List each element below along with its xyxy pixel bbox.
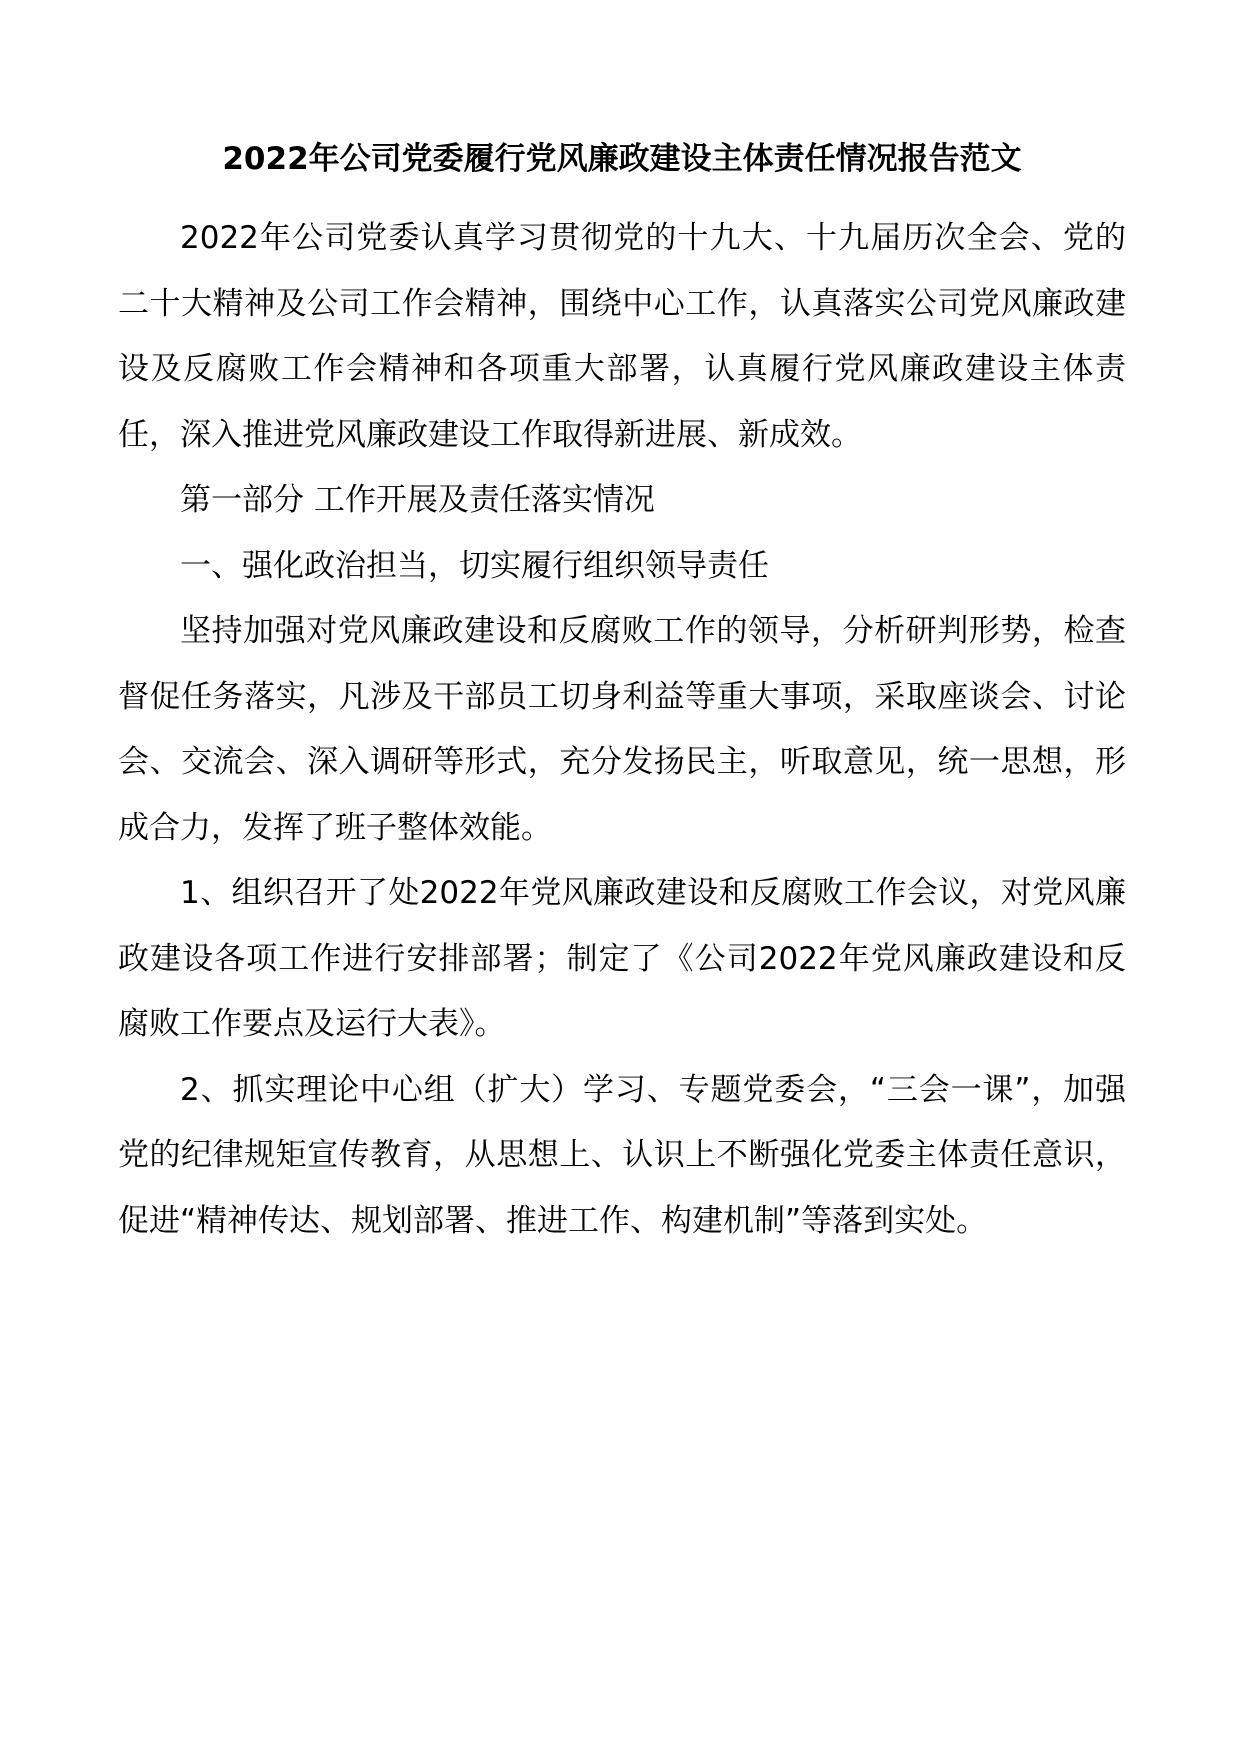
paragraph-part-one-heading: 第一部分 工作开展及责任落实情况 — [180, 482, 655, 518]
document-page — [118, 130, 1126, 1254]
paragraph-leadership: 坚持加强对党风廉政建设和反腐败工作的领导，分析研判形势，检查督促任务落实，凡涉及干部员工切身利益等重大事项，采取座谈会、讨论会、交流会、深入调研等形式，充分发扬民主，听取意见，统一思想，形成合力，发挥了班子整体效能。 — [118, 613, 1126, 846]
paragraph-intro: 2022年公司党委认真学习贯彻党的十九大、十九届历次全会、党的二十大精神及公司工作会精神，围绕中心工作，认真落实公司党风廉政建设及反腐败工作会精神和各项重大部署，认真履行党风廉政建设主体责任，深入推进党风廉政建设工作取得新进展、新成效。 — [118, 220, 1126, 453]
paragraph-item-1: 1、组织召开了处2022年党风廉政建设和反腐败工作会议，对党风廉政建设各项工作进行安排部署；制定了《公司2022年党风廉政建设和反腐败工作要点及运行大表》。 — [118, 875, 1126, 1042]
paragraph-item-2: 2、抓实理论中心组（扩大）学习、专题党委会，“三会一课”，加强党的纪律规矩宣传教育，从思想上、认识上不断强化党委主体责任意识，促进“精神传达、规划部署、推进工作、构建机制”等落到实处。 — [118, 1071, 1126, 1239]
document-title: 2022年公司党委履行党风廉政建设主体责任情况报告范文 — [222, 141, 1022, 177]
paragraph-section-one-heading: 一、强化政治担当，切实履行组织领导责任 — [180, 547, 769, 584]
